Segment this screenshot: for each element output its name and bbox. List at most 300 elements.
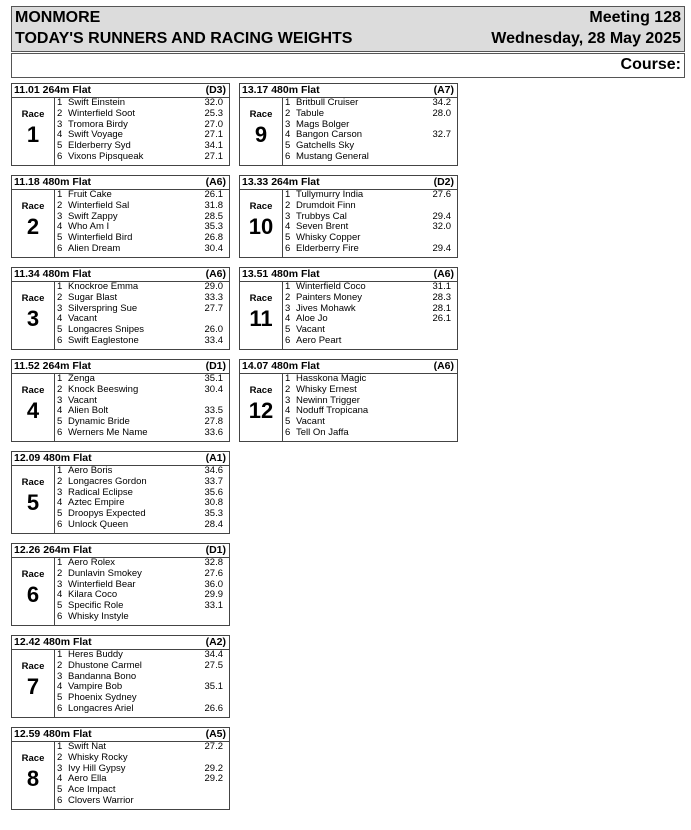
greyhound-name: Jives Mohawk — [296, 302, 356, 314]
trap-number: 3 — [57, 118, 63, 130]
greyhound-name: Mustang General — [296, 150, 369, 162]
greyhound-name: Longacres Snipes — [68, 324, 145, 336]
runner-row — [55, 428, 229, 439]
runner-list — [55, 374, 229, 439]
greyhound-name: Aero Rolex — [68, 557, 115, 568]
racing-weight: 26.0 — [204, 324, 223, 336]
race-header — [12, 84, 229, 98]
trap-number: 5 — [57, 508, 63, 520]
race-time-distance: 12.59 480m Flat — [14, 728, 92, 740]
greyhound-name: Heres Buddy — [68, 649, 123, 660]
greyhound-name: Knock Beeswing — [68, 383, 139, 395]
runner-row — [283, 244, 457, 255]
race-card — [11, 635, 230, 718]
runner-row — [55, 336, 229, 347]
runner-row — [283, 152, 457, 163]
racing-weight: 35.3 — [204, 221, 223, 233]
trap-number: 6 — [57, 518, 63, 530]
greyhound-name: Swift Nat — [68, 741, 107, 752]
racing-weight: 28.1 — [432, 302, 451, 314]
race-time-distance: 13.17 480m Flat — [242, 84, 320, 96]
trap-number: 3 — [57, 486, 63, 498]
race-header — [12, 360, 229, 374]
runner-row — [55, 244, 229, 255]
race-number: 9 — [254, 122, 268, 147]
race-time-distance: 11.34 480m Flat — [14, 268, 92, 280]
race-grade: (A6) — [433, 268, 454, 280]
trap-number: 4 — [57, 773, 63, 785]
greyhound-name: Alien Dream — [68, 242, 121, 254]
greyhound-name: Werners Me Name — [68, 426, 148, 438]
race-number-panel — [12, 189, 55, 257]
trap-number: 6 — [285, 150, 291, 162]
trap-number: 5 — [57, 784, 63, 796]
race-number-panel — [240, 373, 283, 441]
race-number: 10 — [248, 214, 274, 239]
racing-weight: 36.0 — [204, 578, 223, 590]
trap-number: 3 — [57, 578, 63, 590]
racing-weight: 29.0 — [204, 281, 223, 292]
runner-list — [55, 282, 229, 347]
greyhound-name: Tromora Birdy — [68, 118, 128, 130]
race-header — [12, 268, 229, 282]
trap-number: 5 — [57, 232, 63, 244]
greyhound-name: Drumdoit Finn — [296, 199, 356, 211]
trap-number: 3 — [285, 118, 291, 130]
racing-weight: 26.6 — [204, 702, 223, 714]
race-header — [12, 176, 229, 190]
race-number: 6 — [26, 582, 40, 607]
racing-weight: 33.1 — [204, 600, 223, 612]
trap-number: 1 — [57, 281, 63, 292]
greyhound-name: Dhustone Carmel — [68, 659, 142, 671]
race-card — [11, 543, 230, 626]
greyhound-name: Britbull Cruiser — [296, 97, 359, 108]
trap-number: 4 — [57, 405, 63, 417]
greyhound-name: Trubbys Cal — [296, 210, 347, 222]
trap-number: 2 — [57, 567, 63, 579]
race-word: Race — [21, 109, 45, 120]
trap-number: 1 — [57, 465, 63, 476]
greyhound-name: Swift Einstein — [68, 97, 126, 108]
trap-number: 4 — [57, 497, 63, 509]
race-number-panel — [12, 557, 55, 625]
runner-row — [55, 477, 229, 488]
runner-row — [55, 520, 229, 531]
trap-number: 2 — [57, 291, 63, 303]
greyhound-name: Noduff Tropicana — [296, 405, 369, 417]
race-time-distance: 11.01 264m Flat — [14, 84, 92, 96]
race-word: Race — [21, 477, 45, 488]
race-number-panel — [12, 373, 55, 441]
racing-weight: 29.4 — [432, 242, 451, 254]
race-number-panel — [240, 281, 283, 349]
greyhound-name: Vacant — [68, 313, 97, 325]
trap-number: 2 — [57, 199, 63, 211]
race-word: Race — [249, 293, 273, 304]
greyhound-name: Alien Bolt — [68, 405, 109, 417]
race-grade: (A2) — [205, 636, 226, 648]
trap-number: 2 — [285, 383, 291, 395]
runner-row — [283, 293, 457, 304]
racing-weight: 34.1 — [204, 140, 223, 152]
race-header — [12, 452, 229, 466]
race-time-distance: 11.52 264m Flat — [14, 360, 92, 372]
trap-number: 6 — [57, 794, 63, 806]
racing-weight: 27.6 — [432, 189, 451, 200]
race-card — [11, 267, 230, 350]
trap-number: 5 — [57, 140, 63, 152]
trap-number: 4 — [57, 129, 63, 141]
race-word: Race — [249, 109, 273, 120]
greyhound-name: Clovers Warrior — [68, 794, 134, 806]
greyhound-name: Specific Role — [68, 600, 124, 612]
greyhound-name: Bandanna Bono — [68, 670, 137, 682]
trap-number: 4 — [57, 589, 63, 601]
race-time-distance: 11.18 480m Flat — [14, 176, 92, 188]
race-header — [240, 176, 457, 190]
trap-number: 1 — [285, 97, 291, 108]
racing-weight: 34.4 — [204, 649, 223, 660]
greyhound-name: Aloe Jo — [296, 313, 328, 325]
trap-number: 1 — [57, 97, 63, 108]
greyhound-name: Hasskona Magic — [296, 373, 367, 384]
race-number-panel — [240, 189, 283, 257]
trap-number: 5 — [285, 416, 291, 428]
trap-number: 1 — [285, 281, 291, 292]
runner-list — [283, 98, 457, 163]
racing-weight: 28.0 — [432, 107, 451, 119]
racing-weight: 33.3 — [204, 291, 223, 303]
racing-weight: 27.6 — [204, 567, 223, 579]
race-grade: (A6) — [433, 360, 454, 372]
greyhound-name: Dynamic Bride — [68, 416, 130, 428]
greyhound-name: Ivy Hill Gypsy — [68, 762, 126, 774]
greyhound-name: Winterfield Bird — [68, 232, 133, 244]
race-number: 7 — [26, 674, 40, 699]
race-card — [239, 83, 458, 166]
trap-number: 3 — [57, 394, 63, 406]
greyhound-name: Swift Voyage — [68, 129, 123, 141]
trap-number: 2 — [57, 383, 63, 395]
greyhound-name: Swift Zappy — [68, 210, 118, 222]
race-number: 8 — [26, 766, 40, 791]
race-number-panel — [240, 97, 283, 165]
trap-number: 3 — [57, 670, 63, 682]
trap-number: 2 — [57, 751, 63, 763]
greyhound-name: Whisky Copper — [296, 232, 361, 244]
greyhound-name: Bangon Carson — [296, 129, 363, 141]
greyhound-name: Aero Ella — [68, 773, 107, 785]
race-number-panel — [12, 281, 55, 349]
racing-weight: 35.1 — [204, 373, 223, 384]
trap-number: 5 — [285, 232, 291, 244]
race-card — [239, 267, 458, 350]
runner-row — [55, 704, 229, 715]
meeting-date: Wednesday, 28 May 2025 — [491, 30, 681, 47]
race-card — [11, 359, 230, 442]
runner-list — [55, 558, 229, 623]
runner-list — [55, 466, 229, 531]
race-time-distance: 12.09 480m Flat — [14, 452, 92, 464]
race-time-distance: 13.33 264m Flat — [242, 176, 320, 188]
race-header — [12, 728, 229, 742]
race-number: 4 — [26, 398, 40, 423]
trap-number: 3 — [285, 210, 291, 222]
runner-list — [55, 650, 229, 715]
race-grade: (A5) — [205, 728, 226, 740]
greyhound-name: Tabule — [296, 107, 324, 119]
trap-number: 6 — [57, 610, 63, 622]
racing-weight: 27.1 — [204, 129, 223, 141]
race-number-panel — [12, 649, 55, 717]
race-number-panel — [12, 465, 55, 533]
greyhound-name: Painters Money — [296, 291, 363, 303]
runner-row — [55, 796, 229, 807]
racing-weight: 33.6 — [204, 426, 223, 438]
race-word: Race — [21, 201, 45, 212]
racing-weight: 33.7 — [204, 475, 223, 487]
racing-weight: 33.5 — [204, 405, 223, 417]
trap-number: 3 — [285, 394, 291, 406]
course-label: Course: — [620, 56, 681, 73]
trap-number: 2 — [57, 659, 63, 671]
racing-weight: 35.1 — [204, 681, 223, 693]
racing-weight: 27.0 — [204, 118, 223, 130]
greyhound-name: Kilara Coco — [68, 589, 118, 601]
greyhound-name: Vacant — [68, 394, 97, 406]
race-number: 12 — [248, 398, 274, 423]
racing-weight: 29.4 — [432, 210, 451, 222]
runner-row — [55, 152, 229, 163]
racing-weight: 28.3 — [432, 291, 451, 303]
greyhound-name: Winterfield Bear — [68, 578, 136, 590]
runner-list — [283, 374, 457, 439]
racing-weight: 27.1 — [204, 150, 223, 162]
trap-number: 4 — [57, 221, 63, 233]
race-word: Race — [21, 385, 45, 396]
runner-row — [283, 201, 457, 212]
greyhound-name: Zenga — [68, 373, 95, 384]
trap-number: 1 — [285, 373, 291, 384]
racing-weight: 35.3 — [204, 508, 223, 520]
greyhound-name: Newinn Trigger — [296, 394, 360, 406]
trap-number: 5 — [285, 324, 291, 336]
race-card — [239, 359, 458, 442]
racing-weight: 29.9 — [204, 589, 223, 601]
race-grade: (D3) — [205, 84, 226, 96]
trap-number: 6 — [285, 242, 291, 254]
runner-list — [283, 190, 457, 255]
runner-row — [55, 385, 229, 396]
race-time-distance: 14.07 480m Flat — [242, 360, 320, 372]
trap-number: 2 — [285, 199, 291, 211]
race-number: 5 — [26, 490, 40, 515]
trap-number: 4 — [57, 681, 63, 693]
greyhound-name: Gatchells Sky — [296, 140, 355, 152]
race-grade: (A6) — [205, 176, 226, 188]
trap-number: 1 — [57, 557, 63, 568]
greyhound-name: Mags Bolger — [296, 118, 350, 130]
race-word: Race — [21, 293, 45, 304]
trap-number: 1 — [285, 189, 291, 200]
greyhound-name: Whisky Instyle — [68, 610, 129, 622]
runner-list — [283, 282, 457, 347]
race-header — [12, 544, 229, 558]
trap-number: 4 — [285, 313, 291, 325]
greyhound-name: Phoenix Sydney — [68, 692, 137, 704]
greyhound-name: Aero Peart — [296, 334, 342, 346]
racing-weight: 31.8 — [204, 199, 223, 211]
racing-weight: 35.6 — [204, 486, 223, 498]
trap-number: 3 — [57, 302, 63, 314]
trap-number: 3 — [57, 762, 63, 774]
race-grade: (A1) — [205, 452, 226, 464]
greyhound-name: Vampire Bob — [68, 681, 123, 693]
greyhound-name: Seven Brent — [296, 221, 349, 233]
greyhound-name: Knockroe Emma — [68, 281, 139, 292]
trap-number: 2 — [285, 107, 291, 119]
racing-weight: 26.1 — [204, 189, 223, 200]
trap-number: 4 — [57, 313, 63, 325]
greyhound-name: Swift Eaglestone — [68, 334, 139, 346]
race-word: Race — [21, 753, 45, 764]
greyhound-name: Tell On Jaffa — [296, 426, 349, 438]
greyhound-name: Aztec Empire — [68, 497, 125, 509]
racing-weight: 31.1 — [432, 281, 451, 292]
trap-number: 5 — [57, 600, 63, 612]
trap-number: 6 — [57, 242, 63, 254]
race-header — [240, 84, 457, 98]
race-word: Race — [249, 201, 273, 212]
race-grade: (D1) — [205, 544, 226, 556]
runner-row — [55, 109, 229, 120]
greyhound-name: Silverspring Sue — [68, 302, 138, 314]
race-card — [239, 175, 458, 258]
racing-weight: 32.7 — [432, 129, 451, 141]
racing-weight: 32.0 — [432, 221, 451, 233]
racing-weight: 27.5 — [204, 659, 223, 671]
trap-number: 6 — [57, 334, 63, 346]
race-time-distance: 12.26 264m Flat — [14, 544, 92, 556]
race-time-distance: 13.51 480m Flat — [242, 268, 320, 280]
greyhound-name: Elderberry Fire — [296, 242, 359, 254]
racing-weight: 30.4 — [204, 242, 223, 254]
greyhound-name: Aero Boris — [68, 465, 113, 476]
greyhound-name: Whisky Rocky — [68, 751, 128, 763]
race-word: Race — [21, 661, 45, 672]
runner-row — [55, 201, 229, 212]
race-grade: (D2) — [433, 176, 454, 188]
racing-weight: 27.8 — [204, 416, 223, 428]
greyhound-name: Sugar Blast — [68, 291, 118, 303]
racing-weight: 26.1 — [432, 313, 451, 325]
racing-weight: 29.2 — [204, 773, 223, 785]
runner-row — [283, 385, 457, 396]
greyhound-name: Who Am I — [68, 221, 110, 233]
runner-row — [283, 109, 457, 120]
racing-weight: 25.3 — [204, 107, 223, 119]
race-grade: (A7) — [433, 84, 454, 96]
greyhound-name: Radical Eclipse — [68, 486, 133, 498]
trap-number: 2 — [57, 107, 63, 119]
greyhound-name: Droopys Expected — [68, 508, 146, 520]
meeting-number: Meeting 128 — [589, 9, 681, 26]
race-number: 2 — [26, 214, 40, 239]
runner-list — [55, 98, 229, 163]
trap-number: 5 — [57, 416, 63, 428]
runner-row — [283, 428, 457, 439]
greyhound-name: Dunlavin Smokey — [68, 567, 142, 579]
trap-number: 4 — [285, 129, 291, 141]
trap-number: 6 — [57, 426, 63, 438]
race-number-panel — [12, 741, 55, 809]
trap-number: 6 — [57, 702, 63, 714]
greyhound-name: Vacant — [296, 416, 325, 428]
race-word: Race — [249, 385, 273, 396]
greyhound-name: Winterfield Soot — [68, 107, 136, 119]
greyhound-name: Elderberry Syd — [68, 140, 131, 152]
race-time-distance: 12.42 480m Flat — [14, 636, 92, 648]
track-name: MONMORE — [15, 9, 101, 26]
runner-list — [55, 190, 229, 255]
race-grade: (A6) — [205, 268, 226, 280]
runner-list — [55, 742, 229, 807]
course-bar — [11, 53, 685, 78]
race-number-panel — [12, 97, 55, 165]
race-word: Race — [21, 569, 45, 580]
runner-row — [55, 753, 229, 764]
race-header — [12, 636, 229, 650]
greyhound-name: Tullymurry India — [296, 189, 364, 200]
greyhound-name: Fruit Cake — [68, 189, 112, 200]
race-card — [11, 727, 230, 810]
trap-number: 1 — [57, 741, 63, 752]
trap-number: 1 — [57, 649, 63, 660]
trap-number: 2 — [285, 291, 291, 303]
race-number: 3 — [26, 306, 40, 331]
trap-number: 4 — [285, 405, 291, 417]
meeting-header — [11, 6, 685, 52]
runner-row — [55, 661, 229, 672]
greyhound-name: Winterfield Sal — [68, 199, 130, 211]
greyhound-name: Longacres Ariel — [68, 702, 134, 714]
racing-weight: 28.5 — [204, 210, 223, 222]
racing-weight: 34.2 — [432, 97, 451, 108]
racing-weight: 34.6 — [204, 465, 223, 476]
greyhound-name: Unlock Queen — [68, 518, 129, 530]
racing-weight: 28.4 — [204, 518, 223, 530]
race-number: 1 — [26, 122, 40, 147]
race-card — [11, 175, 230, 258]
racing-weight: 30.4 — [204, 383, 223, 395]
trap-number: 2 — [57, 475, 63, 487]
trap-number: 6 — [57, 150, 63, 162]
runner-row — [55, 569, 229, 580]
runner-row — [55, 612, 229, 623]
greyhound-name: Vacant — [296, 324, 325, 336]
greyhound-name: Longacres Gordon — [68, 475, 147, 487]
race-card — [11, 451, 230, 534]
trap-number: 6 — [285, 334, 291, 346]
race-grade: (D1) — [205, 360, 226, 372]
race-header — [240, 268, 457, 282]
trap-number: 1 — [57, 189, 63, 200]
race-number: 11 — [249, 306, 273, 331]
greyhound-name: Whisky Ernest — [296, 383, 357, 395]
trap-number: 6 — [285, 426, 291, 438]
racing-weight: 26.8 — [204, 232, 223, 244]
